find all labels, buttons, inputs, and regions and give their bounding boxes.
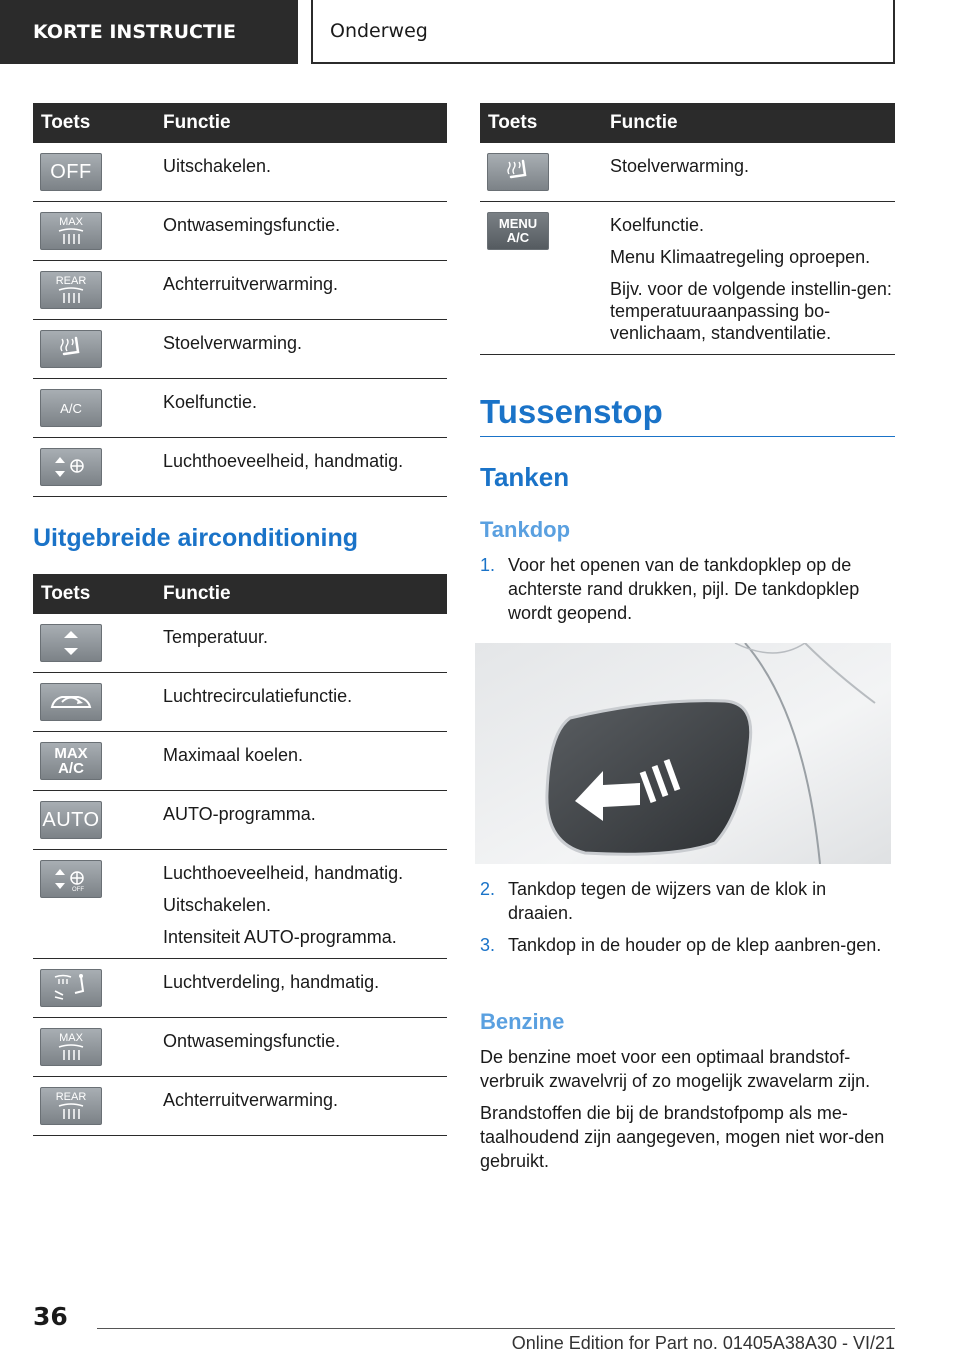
- key-cell: [33, 153, 163, 191]
- subheading-tankdop: Tankdop: [480, 517, 571, 542]
- function-cell: [163, 330, 447, 368]
- step-text: Tankdop in de houder op de klep aanbren-gen.: [508, 935, 882, 955]
- function-text: Menu Klimaatregeling oproepen.: [610, 247, 871, 267]
- benzine-text: [480, 1045, 890, 1181]
- subheading-tanken: Tanken: [480, 462, 570, 492]
- table-row: [33, 791, 447, 850]
- table-row: [33, 850, 447, 959]
- steps-list-2: [480, 877, 890, 965]
- table-row: [33, 614, 447, 673]
- function-text: Achterruitverwarming.: [163, 1090, 339, 1110]
- column-header-key: Toets: [41, 112, 91, 133]
- table-row: [33, 261, 447, 320]
- column-header-function: Functie: [163, 112, 231, 133]
- table-row: [33, 1018, 447, 1077]
- right-controls-table: [480, 103, 895, 355]
- page-number: 36: [33, 1302, 68, 1331]
- column-header-function: Functie: [163, 583, 231, 604]
- function-text: Luchthoeveelheid, handmatig.: [163, 451, 404, 471]
- auto-button: [40, 801, 102, 839]
- function-text: Temperatuur.: [163, 627, 269, 647]
- function-text: Stoelverwarming.: [610, 156, 750, 176]
- temperature-button: [40, 624, 102, 662]
- rear-defrost-button: [40, 1087, 102, 1125]
- table-row: [33, 959, 447, 1018]
- step-text: Voor het openen van de tankdopklep op de achterste rand drukken, pijl. De tankdopklep wordt geopend.: [508, 555, 860, 623]
- list-item: [480, 877, 890, 925]
- key-cell: [33, 624, 163, 662]
- function-text: Luchthoeveelheid, handmatig.: [163, 863, 404, 883]
- function-cell: [163, 801, 447, 839]
- function-cell: [163, 860, 447, 948]
- table-row: [33, 379, 447, 438]
- footer-rule: [97, 1328, 895, 1329]
- air-distribution-button: [40, 969, 102, 1007]
- chapter-label: Onderweg: [330, 20, 428, 42]
- key-cell: [33, 969, 163, 1007]
- key-cell: [33, 1028, 163, 1066]
- fan-icon: [51, 454, 91, 480]
- function-text: Stoelverwarming.: [163, 333, 303, 353]
- paragraph: Brandstoffen die bij de brandstofpomp als me-taalhoudend zijn aangegeven, mogen niet wor-den gebruikt.: [480, 1103, 885, 1171]
- key-cell: [33, 1087, 163, 1125]
- table-row: [33, 673, 447, 732]
- table-row: [33, 320, 447, 379]
- column-header-function: Functie: [610, 112, 678, 133]
- chapter-heading: Tussenstop: [480, 393, 663, 430]
- section-label: KORTE INSTRUCTIE: [33, 21, 236, 43]
- off-icon: OFF: [50, 160, 92, 183]
- windshield-defrost-icon: MAX: [56, 1033, 86, 1062]
- rear-window-defrost-icon: REAR: [56, 1092, 87, 1121]
- function-text: Uitschakelen.: [163, 156, 272, 176]
- table-row: [480, 202, 895, 355]
- key-cell: [33, 271, 163, 309]
- step-number: 1.: [480, 555, 496, 575]
- function-cell: [163, 1028, 447, 1066]
- max-ac-icon: MAX A/C: [54, 745, 88, 777]
- edition-note: Online Edition for Part no. 01405A38A30 - VI/21: [511, 1333, 895, 1353]
- list-item: [480, 933, 890, 957]
- table-row: [480, 143, 895, 202]
- key-cell: [33, 212, 163, 250]
- key-cell: [480, 212, 610, 344]
- column-header-key: Toets: [41, 583, 91, 604]
- function-cell: [163, 448, 447, 486]
- seat-heating-icon: [56, 336, 86, 362]
- function-cell: [163, 389, 447, 427]
- key-cell: [33, 330, 163, 368]
- function-text: Maximaal koelen.: [163, 745, 304, 765]
- function-cell: [610, 212, 895, 344]
- function-cell: [163, 742, 447, 780]
- function-cell: [163, 624, 447, 662]
- function-cell: [163, 969, 447, 1007]
- function-text: Ontwasemingsfunctie.: [163, 1031, 341, 1051]
- rear-window-defrost-icon: REAR: [56, 276, 87, 305]
- function-text: AUTO-programma.: [163, 804, 316, 824]
- column-header-key: Toets: [488, 112, 538, 133]
- seat-heating-icon: [503, 159, 533, 185]
- function-text: Achterruitverwarming.: [163, 274, 339, 294]
- function-text: Koelfunctie.: [163, 392, 258, 412]
- function-cell: [163, 212, 447, 250]
- fan-off-button: [40, 860, 102, 898]
- seat-heating-button: [40, 330, 102, 368]
- key-cell: [33, 389, 163, 427]
- heading-rule: [480, 436, 895, 437]
- extended-controls-table: [33, 574, 447, 1136]
- svg-text:OFF: OFF: [72, 887, 84, 892]
- table-header: [480, 103, 895, 143]
- basic-controls-table: [33, 103, 447, 497]
- key-cell: [33, 801, 163, 839]
- chapter-tab: [311, 0, 895, 64]
- ac-button: [40, 389, 102, 427]
- air-distribution-icon: [51, 973, 91, 1003]
- step-number: 2.: [480, 879, 496, 899]
- function-text: Bijv. voor de volgende instellin-gen: temperatuuraanpassing bo-venlichaam, standventilatie.: [610, 279, 892, 343]
- key-cell: [33, 860, 163, 948]
- recirculation-button: [40, 683, 102, 721]
- paragraph: De benzine moet voor een optimaal brandstof-verbruik zwavelvrij of zo mogelijk zwavelarm zijn.: [480, 1047, 871, 1091]
- function-text: Ontwasemingsfunctie.: [163, 215, 341, 235]
- rear-defrost-button: [40, 271, 102, 309]
- max-defrost-button: [40, 1028, 102, 1066]
- auto-icon: AUTO: [42, 808, 100, 831]
- table-row: [33, 202, 447, 261]
- off-button: [40, 153, 102, 191]
- table-row: [33, 438, 447, 497]
- function-text: Uitschakelen.: [163, 895, 272, 915]
- subheading-benzine: Benzine: [480, 1009, 565, 1034]
- steps-list-1: [480, 553, 890, 633]
- temperature-arrows-icon: [61, 628, 81, 658]
- function-text: Koelfunctie.: [610, 215, 705, 235]
- key-cell: [33, 742, 163, 780]
- function-text: Luchtrecirculatiefunctie.: [163, 686, 353, 706]
- table-row: [33, 1077, 447, 1136]
- list-item: [480, 553, 890, 625]
- function-cell: [163, 683, 447, 721]
- step-text: Tankdop tegen de wijzers van de klok in draaien.: [508, 879, 827, 923]
- menu-ac-icon: MENU A/C: [498, 216, 538, 245]
- key-cell: [480, 153, 610, 191]
- table-header: [33, 103, 447, 143]
- step-number: 3.: [480, 935, 496, 955]
- function-text: Intensiteit AUTO-programma.: [163, 927, 397, 947]
- fan-off-icon: [51, 866, 91, 892]
- fan-button: [40, 448, 102, 486]
- section-tab: [0, 0, 298, 64]
- ac-icon: A/C: [60, 400, 82, 416]
- function-cell: [163, 1087, 447, 1125]
- function-cell: [163, 153, 447, 191]
- function-cell: [163, 271, 447, 309]
- seat-heating-button: [487, 153, 549, 191]
- function-text: Luchtverdeling, handmatig.: [163, 972, 380, 992]
- menu-ac-button: [487, 212, 549, 250]
- key-cell: [33, 448, 163, 486]
- table-header: [33, 574, 447, 614]
- key-cell: [33, 683, 163, 721]
- fuel-flap-photo: [475, 643, 891, 864]
- section-heading: Uitgebreide airconditioning: [33, 524, 359, 552]
- function-cell: [610, 153, 895, 191]
- max-ac-button: [40, 742, 102, 780]
- recirculation-icon: [48, 689, 94, 715]
- max-defrost-button: [40, 212, 102, 250]
- table-row: [33, 732, 447, 791]
- windshield-defrost-icon: MAX: [56, 217, 86, 246]
- table-row: [33, 143, 447, 202]
